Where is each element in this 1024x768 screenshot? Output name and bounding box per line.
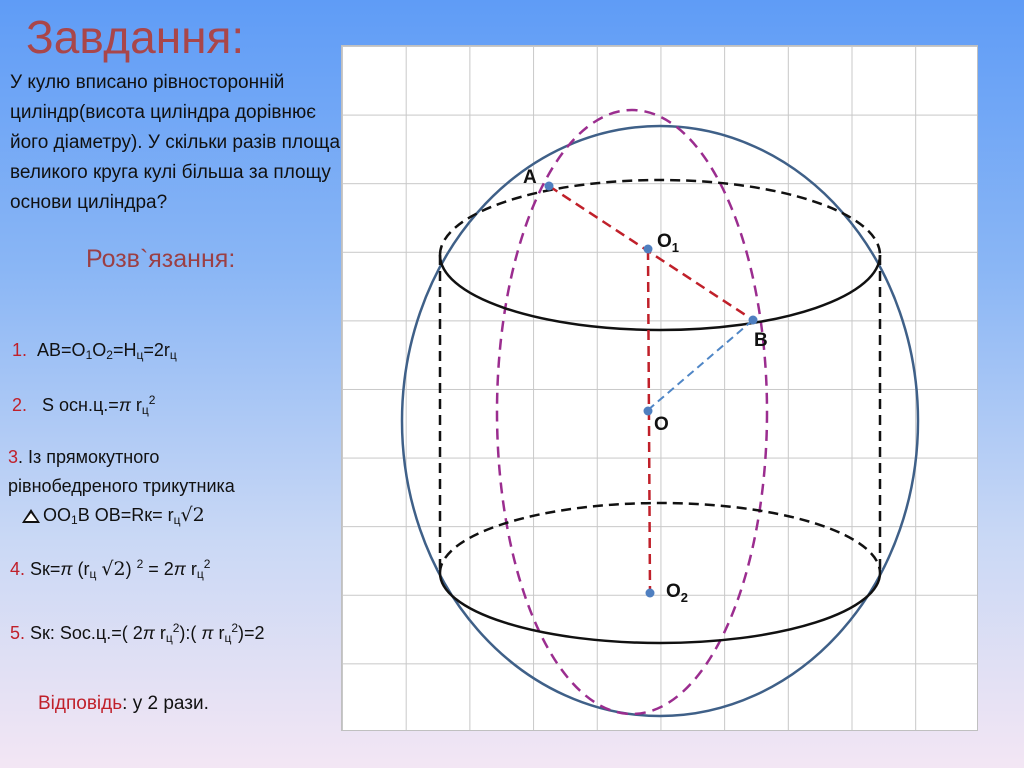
step-number: 1.	[12, 340, 28, 360]
step-4: 4. Sк=π ($r_ц$ √2) $^2$ = 2π $r_ц^2$	[10, 557, 211, 581]
step-number: 2.	[12, 395, 28, 415]
task-line: його діаметру). У скільки разів площа	[10, 132, 341, 153]
point-b	[749, 316, 758, 325]
page-title: Завдання:	[26, 11, 245, 63]
step-5: 5. Sк: Sос.ц.=( 2π $r_ц^2$):( π $r_ц^2)=2$	[10, 621, 265, 645]
task-line: циліндр(висота циліндра дорівнює	[10, 102, 316, 123]
label-a: A	[523, 167, 537, 188]
point-o2	[646, 589, 655, 598]
point-o1	[644, 245, 653, 254]
label-o: O	[654, 414, 669, 435]
sphere-meridian	[497, 110, 767, 714]
solution-heading: Розв`язання:	[86, 245, 236, 273]
step-2: 2. S осн.ц.=π $r_ц^2$	[12, 393, 156, 417]
segment-ab	[549, 186, 753, 320]
label-o2: $O_2$	[666, 581, 689, 605]
label-b: B	[754, 330, 768, 351]
answer-label: Відповідь	[38, 693, 123, 714]
task-line: великого круга кулі більша за площу	[10, 162, 331, 183]
step-number: 3	[8, 447, 19, 467]
step-3: 3. Із прямокутного рівнобедреного трикутника $OO_1B$ $OB=Rк= r_ц√2$	[8, 447, 235, 527]
label-o1: $O_1$	[657, 231, 680, 255]
top-base-front	[440, 255, 880, 330]
point-a	[545, 182, 554, 191]
segment-ob	[648, 320, 753, 410]
step-number: 4.	[10, 559, 26, 579]
answer-text: : у 2 рази.	[122, 693, 209, 714]
task-line: У кулю вписано рівносторонній	[10, 72, 285, 93]
bottom-base-front	[440, 573, 880, 643]
step-1: 1. $АВ=О_1О_2=Н_ц=2r_ц$	[12, 340, 177, 362]
point-o	[644, 407, 653, 416]
bottom-base-back	[440, 503, 880, 573]
task-line: основи циліндра?	[10, 192, 168, 213]
step-number: 5.	[10, 623, 26, 643]
axis-o1-o2	[648, 250, 650, 593]
